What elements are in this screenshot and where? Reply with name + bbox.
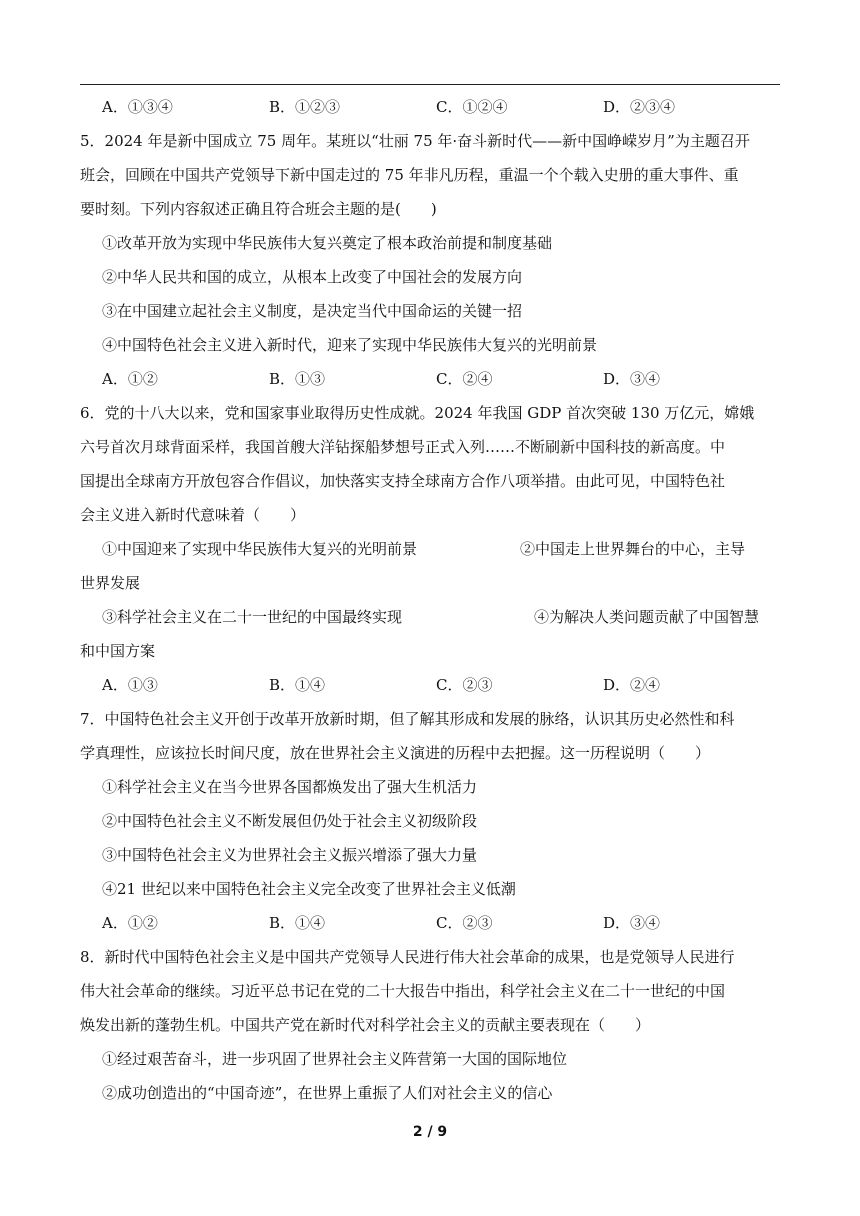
option-a[interactable]: A．①③ bbox=[102, 676, 158, 694]
statement-item: ③在中国建立起社会主义制度，是决定当代中国命运的关键一招 bbox=[102, 302, 523, 320]
statement-item: ②中华人民共和国的成立，从根本上改变了中国社会的发展方向 bbox=[102, 268, 523, 286]
statement-continuation: 世界发展 bbox=[80, 574, 141, 592]
question-stem-line: 8．新时代中国特色社会主义是中国共产党领导人民进行伟大社会革命的成果，也是党领导人民进行 bbox=[80, 948, 735, 966]
statement-item: ④为解决人类问题贡献了中国智慧 bbox=[534, 608, 760, 626]
question-stem-line: 要时刻。下列内容叙述正确且符合班会主题的是( ) bbox=[80, 200, 437, 218]
statement-item: ③科学社会主义在二十一世纪的中国最终实现 bbox=[102, 608, 403, 626]
page-content bbox=[80, 90, 780, 1110]
option-c[interactable]: C．②④ bbox=[436, 370, 493, 388]
question-7 bbox=[80, 702, 780, 940]
statement-pair bbox=[80, 532, 780, 566]
option-d[interactable]: D．③④ bbox=[603, 914, 661, 932]
option-a[interactable]: A．①② bbox=[102, 914, 158, 932]
question-stem-line: 学真理性，应该拉长时间尺度，放在世界社会主义演进的历程中去把握。这一历程说明（ ） bbox=[80, 744, 711, 762]
question-5 bbox=[80, 124, 780, 396]
option-d[interactable]: D．②③④ bbox=[603, 98, 676, 116]
statement-item: ①科学社会主义在当今世界各国都焕发出了强大生机活力 bbox=[102, 778, 478, 796]
option-a[interactable]: A．①③④ bbox=[102, 98, 173, 116]
question-stem-line: 六号首次月球背面采样，我国首艘大洋钻探船梦想号正式入列……不断刷新中国科技的新高度。中 bbox=[80, 438, 726, 456]
page-number: 2 / 9 bbox=[412, 1124, 448, 1140]
option-c[interactable]: C．①②④ bbox=[436, 98, 508, 116]
statement-item: ④中国特色社会主义进入新时代，迎来了实现中华民族伟大复兴的光明前景 bbox=[102, 336, 598, 354]
option-d[interactable]: D．②④ bbox=[603, 676, 661, 694]
statement-item: ①改革开放为实现中华民族伟大复兴奠定了根本政治前提和制度基础 bbox=[102, 234, 553, 252]
statement-item: ④21 世纪以来中国特色社会主义完全改变了世界社会主义低潮 bbox=[102, 880, 516, 898]
question-stem-line: 6．党的十八大以来，党和国家事业取得历史性成就。2024 年我国 GDP 首次突破 130 万亿元，嫦娥 bbox=[80, 404, 755, 422]
question-8 bbox=[80, 940, 780, 1110]
question-stem-line: 5．2024 年是新中国成立 75 周年。某班以“壮丽 75 年·奋斗新时代——新中国峥嵘岁月”为主题召开 bbox=[80, 132, 750, 150]
statement-item: ①经过艰苦奋斗，进一步巩固了世界社会主义阵营第一大国的国际地位 bbox=[102, 1050, 568, 1068]
question-stem-line: 班会，回顾在中国共产党领导下新中国走过的 75 年非凡历程，重温一个个载入史册的重大事件、重 bbox=[80, 166, 739, 184]
statement-item: ①中国迎来了实现中华民族伟大复兴的光明前景 bbox=[102, 540, 418, 558]
answer-options bbox=[80, 362, 780, 396]
question-stem-line: 7．中国特色社会主义开创于改革开放新时期，但了解其形成和发展的脉络，认识其历史必然性和科 bbox=[80, 710, 735, 728]
question-stem-line: 伟大社会革命的继续。习近平总书记在党的二十大报告中指出，科学社会主义在二十一世纪的中国 bbox=[80, 982, 726, 1000]
option-a[interactable]: A．①② bbox=[102, 370, 158, 388]
option-b[interactable]: B．①③ bbox=[269, 370, 326, 388]
statement-item: ②中国走上世界舞台的中心，主导 bbox=[520, 540, 746, 558]
answer-options bbox=[80, 906, 780, 940]
statement-pair bbox=[80, 600, 780, 634]
question-6 bbox=[80, 396, 780, 702]
header-rule bbox=[80, 84, 780, 85]
question-stem-line: 会主义进入新时代意味着（ ） bbox=[80, 506, 306, 524]
statement-item: ②成功创造出的“中国奇迹”，在世界上重振了人们对社会主义的信心 bbox=[102, 1084, 553, 1102]
prev-question-options bbox=[80, 90, 780, 124]
option-d[interactable]: D．③④ bbox=[603, 370, 661, 388]
question-stem-line: 国提出全球南方开放包容合作倡议，加快落实支持全球南方合作八项举措。由此可见，中国特色社 bbox=[80, 472, 726, 490]
option-b[interactable]: B．①④ bbox=[269, 914, 326, 932]
statement-item: ②中国特色社会主义不断发展但仍处于社会主义初级阶段 bbox=[102, 812, 478, 830]
option-b[interactable]: B．①④ bbox=[269, 676, 326, 694]
option-c[interactable]: C．②③ bbox=[436, 914, 493, 932]
question-stem-line: 焕发出新的蓬勃生机。中国共产党在新时代对科学社会主义的贡献主要表现在（ ） bbox=[80, 1016, 651, 1034]
answer-options bbox=[80, 668, 780, 702]
option-c[interactable]: C．②③ bbox=[436, 676, 493, 694]
statement-continuation: 和中国方案 bbox=[80, 642, 156, 660]
option-b[interactable]: B．①②③ bbox=[269, 98, 341, 116]
statement-item: ③中国特色社会主义为世界社会主义振兴增添了强大力量 bbox=[102, 846, 478, 864]
